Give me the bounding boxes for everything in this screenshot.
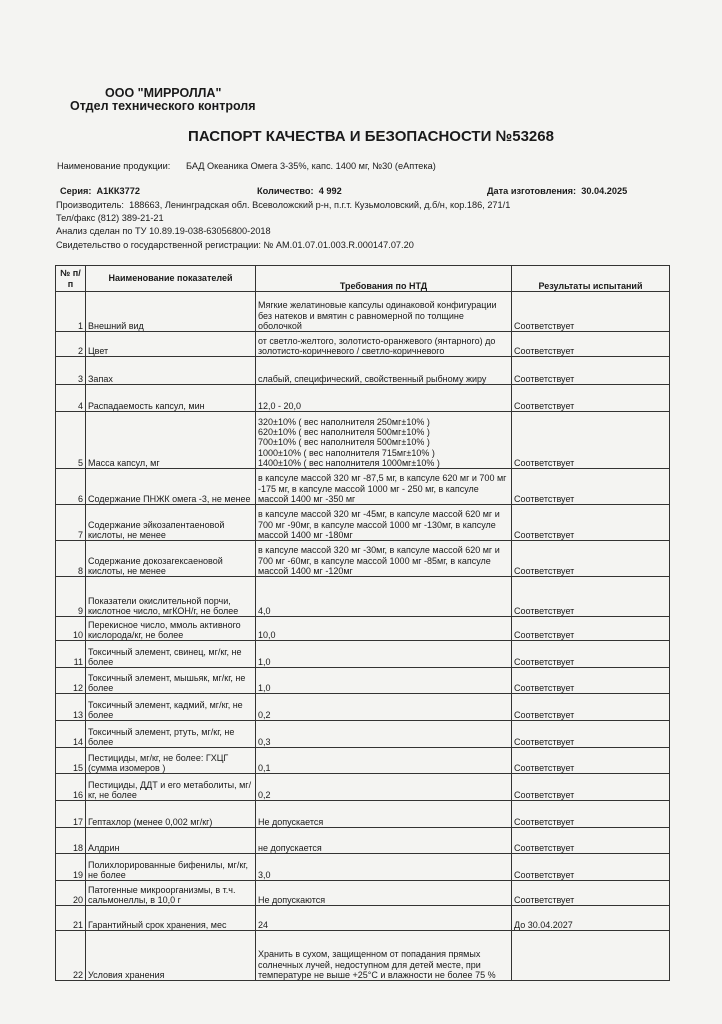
table-row (56, 668, 670, 694)
row-number: 20 (56, 881, 86, 906)
row-result: Соответствует (512, 881, 670, 906)
row-result: Соответствует (512, 774, 670, 801)
table-row (56, 881, 670, 906)
table-row (56, 385, 670, 412)
row-indicator: Алдрин (86, 828, 256, 854)
row-number: 1 (56, 292, 86, 332)
row-number: 16 (56, 774, 86, 801)
row-requirement: 24 (256, 906, 512, 931)
row-number: 17 (56, 801, 86, 828)
row-indicator: Гарантийный срок хранения, мес (86, 906, 256, 931)
row-indicator: Патогенные микроорганизмы, в т.ч. сальмонеллы, в 10,0 г (86, 881, 256, 906)
table-row (56, 641, 670, 668)
table-row (56, 931, 670, 981)
row-result: Соответствует (512, 641, 670, 668)
table-row (56, 774, 670, 801)
table-row (56, 357, 670, 385)
row-number: 6 (56, 469, 86, 505)
row-requirement: от светло-желтого, золотисто-оранжевого (янтарного) до золотисто-коричневого / светло-коричневого (256, 332, 512, 357)
header-results: Результаты испытаний (512, 266, 670, 292)
row-indicator: Гептахлор (менее 0,002 мг/кг) (86, 801, 256, 828)
row-number: 19 (56, 854, 86, 881)
row-result: Соответствует (512, 721, 670, 748)
row-number: 5 (56, 412, 86, 469)
row-requirement: в капсуле массой 320 мг -30мг, в капсуле массой 620 мг и 700 мг -60мг, в капсуле массой 1000 мг -85мг, в капсуле массой 1400 мг -120мг (256, 541, 512, 577)
table-row (56, 505, 670, 541)
row-requirement: Не допускается (256, 801, 512, 828)
row-requirement: в капсуле массой 320 мг -45мг, в капсуле массой 620 мг и 700 мг -90мг, в капсуле массой 1000 мг -130мг, в капсуле массой 1400 мг -180мг (256, 505, 512, 541)
row-result (512, 931, 670, 981)
row-number: 9 (56, 577, 86, 617)
row-result: Соответствует (512, 748, 670, 774)
row-indicator: Пестициды, ДДТ и его метаболиты, мг/кг, не более (86, 774, 256, 801)
row-result: Соответствует (512, 412, 670, 469)
row-number: 18 (56, 828, 86, 854)
row-indicator: Масса капсул, мг (86, 412, 256, 469)
row-result: Соответствует (512, 541, 670, 577)
quality-table (55, 265, 670, 981)
row-number: 10 (56, 617, 86, 641)
row-indicator: Запах (86, 357, 256, 385)
row-requirement: 0,1 (256, 748, 512, 774)
table-row (56, 469, 670, 505)
row-requirement: 10,0 (256, 617, 512, 641)
table-row (56, 828, 670, 854)
row-requirement: в капсуле массой 320 мг -87,5 мг, в капсуле 620 мг и 700 мг -175 мг, в капсуле массой 1000 мг - 250 мг, в капсуле массой 1400 мг -350 мг (256, 469, 512, 505)
organization-name: ООО "МИРРОЛЛА" (105, 86, 222, 100)
row-result: Соответствует (512, 828, 670, 854)
table-row (56, 906, 670, 931)
product-value: БАД Океаника Омега 3-35%, капс. 1400 мг, №30 (еАптека) (186, 161, 436, 171)
row-indicator: Токсичный элемент, ртуть, мг/кг, не более (86, 721, 256, 748)
row-requirement: 4,0 (256, 577, 512, 617)
producer-label: Производитель: (56, 200, 124, 210)
row-requirement: 0,3 (256, 721, 512, 748)
table-row (56, 748, 670, 774)
analysis-standard: Анализ сделан по ТУ 10.89.19-038-63056800-2018 (56, 226, 271, 236)
table-row (56, 854, 670, 881)
row-indicator: Содержание докозагексаеновой кислоты, не менее (86, 541, 256, 577)
table-body (56, 292, 670, 981)
header-requirements: Требования по НТД (256, 266, 512, 292)
manufacture-date-label: Дата изготовления: (487, 186, 577, 196)
row-indicator: Токсичный элемент, свинец, мг/кг, не более (86, 641, 256, 668)
row-requirement: 1,0 (256, 668, 512, 694)
row-requirement: 1,0 (256, 641, 512, 668)
product-label: Наименование продукции: (57, 161, 171, 171)
row-number: 12 (56, 668, 86, 694)
table-row (56, 332, 670, 357)
row-requirement: не допускается (256, 828, 512, 854)
row-result: Соответствует (512, 668, 670, 694)
series-label: Серия: (60, 186, 92, 196)
table-row (56, 541, 670, 577)
row-requirement: Не допускаются (256, 881, 512, 906)
header-indicator: Наименование показателей (86, 266, 256, 292)
row-indicator: Распадаемость капсул, мин (86, 385, 256, 412)
department-name: Отдел технического контроля (70, 99, 256, 113)
row-number: 2 (56, 332, 86, 357)
row-number: 4 (56, 385, 86, 412)
row-requirement: 0,2 (256, 774, 512, 801)
row-result: Соответствует (512, 469, 670, 505)
row-result: Соответствует (512, 854, 670, 881)
row-indicator: Показатели окислительной порчи, кислотное число, мгКОН/г, не более (86, 577, 256, 617)
row-result: Соответствует (512, 505, 670, 541)
row-number: 13 (56, 694, 86, 721)
row-requirement: 320±10% ( вес наполнителя 250мг±10% ) 620±10% ( вес наполнителя 500мг±10% ) 700±10% ( вес наполнителя 500мг±10% ) 1000±10% ( вес наполнителя 715мг±10% ) 1400±10% ( вес наполнителя 1000мг±10% ) (256, 412, 512, 469)
row-indicator: Токсичный элемент, кадмий, мг/кг, не более (86, 694, 256, 721)
row-indicator: Внешний вид (86, 292, 256, 332)
series-value: А1КК3772 (96, 186, 140, 196)
quantity-value: 4 992 (318, 186, 342, 196)
row-requirement: 3,0 (256, 854, 512, 881)
table-row (56, 721, 670, 748)
table-row (56, 577, 670, 617)
row-number: 21 (56, 906, 86, 931)
row-requirement: слабый, специфический, свойственный рыбному жиру (256, 357, 512, 385)
row-result: Соответствует (512, 801, 670, 828)
row-number: 11 (56, 641, 86, 668)
table-row (56, 694, 670, 721)
row-result: Соответствует (512, 577, 670, 617)
row-number: 22 (56, 931, 86, 981)
row-requirement: 12,0 - 20,0 (256, 385, 512, 412)
row-indicator: Перекисное число, ммоль активного кислорода/кг, не более (86, 617, 256, 641)
row-result: Соответствует (512, 357, 670, 385)
row-indicator: Пестициды, мг/кг, не более: ГХЦГ (сумма изомеров ) (86, 748, 256, 774)
quantity-label: Количество: (257, 186, 314, 196)
row-result: Соответствует (512, 292, 670, 332)
row-indicator: Содержание эйкозапентаеновой кислоты, не менее (86, 505, 256, 541)
header-num: № п/п (56, 266, 86, 292)
registration-certificate: Свидетельство о государственной регистрации: № AM.01.07.01.003.R.000147.07.20 (56, 240, 414, 250)
table-row (56, 412, 670, 469)
row-number: 14 (56, 721, 86, 748)
phone-fax: Тел/факс (812) 389-21-21 (56, 213, 164, 223)
row-indicator: Цвет (86, 332, 256, 357)
row-requirement: 0,2 (256, 694, 512, 721)
manufacture-date-value: 30.04.2025 (581, 186, 628, 196)
row-indicator: Токсичный элемент, мышьяк, мг/кг, не более (86, 668, 256, 694)
row-requirement: Хранить в сухом, защищенном от попадания прямых солнечных лучей, недоступном для детей месте, при температуре не выше +25°C и влажности не более 75 % (256, 931, 512, 981)
row-result: До 30.04.2027 (512, 906, 670, 931)
table-row (56, 617, 670, 641)
row-result: Соответствует (512, 332, 670, 357)
row-number: 7 (56, 505, 86, 541)
row-indicator: Условия хранения (86, 931, 256, 981)
table-row (56, 292, 670, 332)
table-row (56, 801, 670, 828)
producer-address: 188663, Ленинградская обл. Всеволожский р-н, п.г.т. Кузьмоловский, д.б/н, кор.186, 271/1 (129, 200, 511, 210)
page-title: ПАСПОРТ КАЧЕСТВА И БЕЗОПАСНОСТИ №53268 (188, 128, 554, 145)
row-number: 15 (56, 748, 86, 774)
row-number: 3 (56, 357, 86, 385)
row-requirement: Мягкие желатиновые капсулы одинаковой конфигурации без натеков и вмятин с равномерной по толщине оболочкой (256, 292, 512, 332)
row-indicator: Содержание ПНЖК омега -3, не менее (86, 469, 256, 505)
row-result: Соответствует (512, 385, 670, 412)
row-number: 8 (56, 541, 86, 577)
row-result: Соответствует (512, 617, 670, 641)
row-result: Соответствует (512, 694, 670, 721)
row-indicator: Полихлорированные бифенилы, мг/кг, не более (86, 854, 256, 881)
